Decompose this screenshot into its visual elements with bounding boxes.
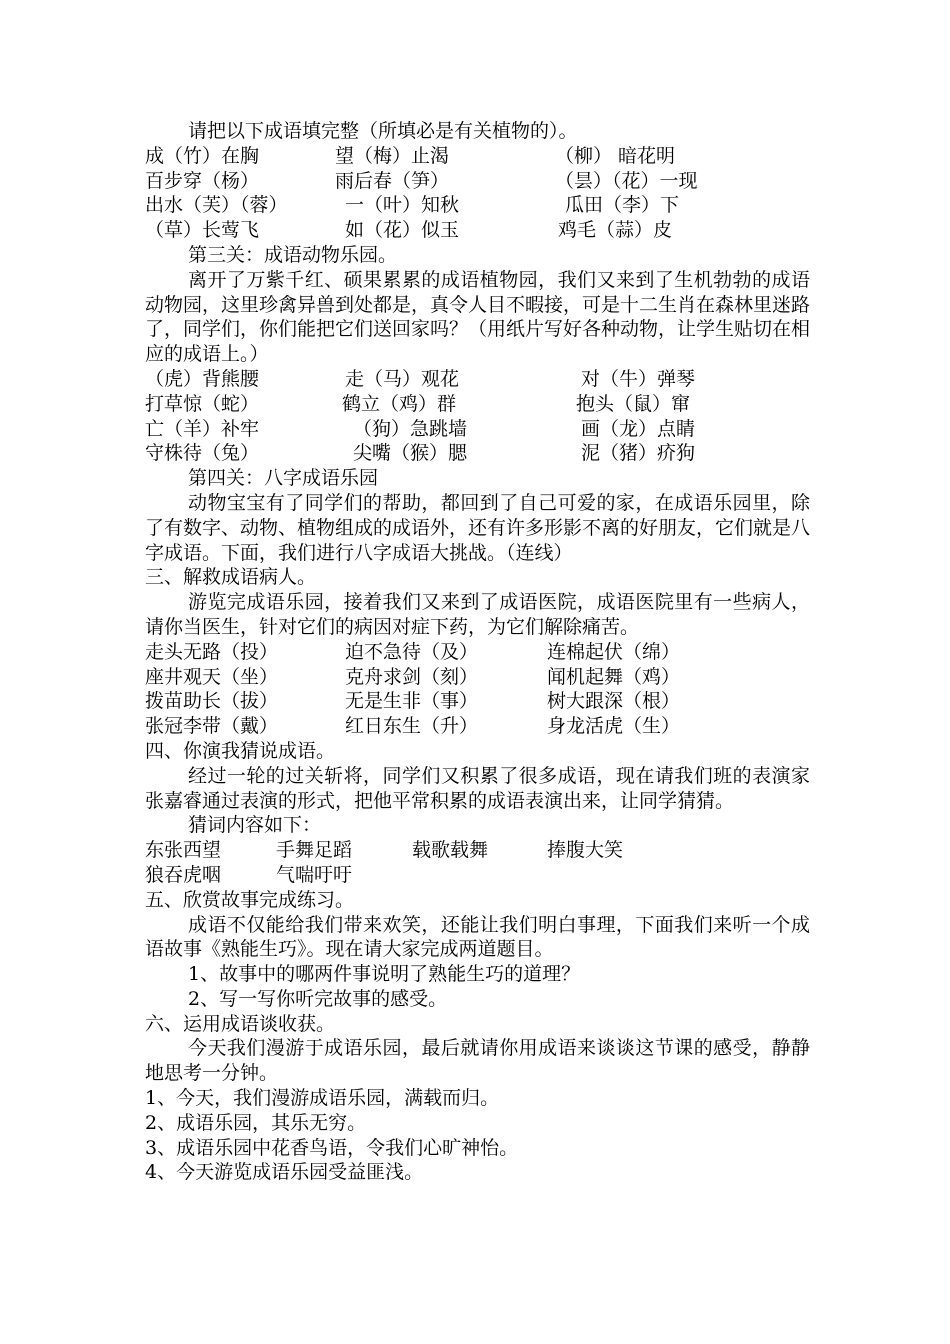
idiom-cell: 红日东生（升） bbox=[345, 715, 479, 738]
indented-line: 第三关：成语动物乐园。 bbox=[188, 243, 398, 266]
idiom-cell: 成（竹）在胸 bbox=[145, 144, 260, 167]
indented-line: 1、故事中的哪两件事说明了熟能生巧的道理？ bbox=[188, 963, 581, 986]
idiom-cell: 东张西望 bbox=[145, 839, 222, 862]
idiom-cell: 狼吞虎咽 bbox=[145, 863, 222, 886]
idiom-cell: （昙）（花）一现 bbox=[555, 169, 698, 192]
idiom-cell: （狗）急跳墙 bbox=[353, 417, 468, 440]
text-line: 4、今天游览成语乐园受益匪浅。 bbox=[145, 1161, 424, 1184]
idiom-cell: 画（龙）点睛 bbox=[581, 417, 696, 440]
idiom-row bbox=[145, 838, 810, 863]
text-line: 六、运用成语谈收获。 bbox=[145, 1012, 336, 1035]
idiom-row bbox=[145, 169, 810, 194]
idiom-cell: 如（花）似玉 bbox=[345, 219, 460, 242]
idiom-cell: 树大跟深（根） bbox=[547, 690, 681, 713]
idiom-cell: 百步穿（杨） bbox=[145, 169, 260, 192]
idiom-row bbox=[145, 441, 810, 466]
text-line: 四、你演我猜说成语。 bbox=[145, 739, 336, 762]
idiom-row bbox=[145, 714, 810, 739]
paragraph: 动物宝宝有了同学们的帮助，都回到了自己可爱的家，在成语乐园里，除了有数字、动物、植物组成的成语外，还有许多形影不离的好朋友，它们就是八字成语。下面，我们进行八字成语大挑战。（连线） bbox=[145, 491, 811, 564]
indented-line: 2、写一写你听完故事的感受。 bbox=[188, 987, 448, 1010]
idiom-row bbox=[145, 392, 810, 417]
idiom-cell: 鹤立（鸡）群 bbox=[342, 392, 457, 415]
document-body bbox=[145, 119, 810, 1185]
idiom-cell: 出水（芙）（蓉） bbox=[145, 194, 288, 217]
idiom-cell: 瓜田（李）下 bbox=[565, 194, 680, 217]
idiom-cell: 对（牛）弹琴 bbox=[581, 367, 696, 390]
idiom-row bbox=[145, 417, 810, 442]
idiom-row bbox=[145, 218, 810, 243]
idiom-row bbox=[145, 863, 810, 888]
idiom-cell: 捧腹大笑 bbox=[547, 839, 624, 862]
idiom-cell: （虎）背熊腰 bbox=[145, 367, 260, 390]
paragraph: 游览完成语乐园，接着我们又来到了成语医院，成语医院里有一些病人，请你当医生，针对它们的病因对症下药，为它们解除痛苦。 bbox=[145, 591, 810, 638]
idiom-cell: 走（马）观花 bbox=[345, 367, 460, 390]
text-line: 三、解救成语病人。 bbox=[145, 566, 317, 589]
idiom-cell: 雨后春（笋） bbox=[335, 169, 450, 192]
idiom-row bbox=[145, 640, 810, 665]
idiom-cell: 泥（猪）疥狗 bbox=[581, 442, 696, 465]
idiom-cell: （草）长莺飞 bbox=[145, 219, 260, 242]
indented-line: 请把以下成语填完整（所填必是有关植物的）。 bbox=[188, 120, 578, 142]
idiom-cell: 望（梅）止渴 bbox=[335, 144, 450, 167]
indented-line: 第四关：八字成语乐园 bbox=[188, 467, 379, 490]
idiom-row bbox=[145, 689, 810, 714]
idiom-cell: 鸡毛（蒜）皮 bbox=[558, 219, 673, 242]
text-line: 1、今天，我们漫游成语乐园，满载而归。 bbox=[145, 1087, 500, 1110]
idiom-cell: 亡（羊）补牢 bbox=[145, 417, 260, 440]
idiom-cell: （柳） 暗花明 bbox=[555, 144, 676, 167]
text-line: 3、成语乐园中花香鸟语，令我们心旷神怡。 bbox=[145, 1136, 519, 1159]
idiom-cell: 张冠李带（戴） bbox=[145, 715, 279, 738]
idiom-row bbox=[145, 665, 810, 690]
idiom-cell: 抱头（鼠）窜 bbox=[576, 392, 691, 415]
idiom-cell: 克舟求剑（刻） bbox=[345, 665, 479, 688]
idiom-cell: 身龙活虎（生） bbox=[547, 715, 681, 738]
idiom-cell: 座井观天（坐） bbox=[145, 665, 279, 688]
idiom-cell: 拨苗助长（拔） bbox=[145, 690, 279, 713]
idiom-cell: 闻机起舞（鸡） bbox=[547, 665, 681, 688]
idiom-cell: 一（叶）知秋 bbox=[345, 194, 460, 217]
idiom-row bbox=[145, 193, 810, 218]
idiom-cell: 尖嘴（猴）腮 bbox=[353, 442, 468, 465]
indented-line: 猜词内容如下： bbox=[188, 814, 322, 837]
idiom-cell: 迫不急待（及） bbox=[345, 640, 479, 663]
idiom-cell: 守株待（兔） bbox=[145, 442, 260, 465]
idiom-cell: 手舞足蹈 bbox=[276, 839, 353, 862]
idiom-cell: 连棉起伏（绵） bbox=[547, 640, 681, 663]
paragraph: 今天我们漫游于成语乐园，最后就请你用成语来谈谈这节课的感受，静静地思考一分钟。 bbox=[145, 1037, 810, 1085]
idiom-cell: 打草惊（蛇） bbox=[145, 392, 260, 415]
idiom-row bbox=[145, 367, 810, 392]
paragraph: 经过一轮的过关斩将，同学们又积累了很多成语，现在请我们班的表演家张嘉睿通过表演的形式，把他平常积累的成语表演出来，让同学猜猜。 bbox=[145, 764, 810, 812]
idiom-cell: 气喘吁吁 bbox=[276, 863, 353, 886]
text-line: 五、欣赏故事完成练习。 bbox=[145, 888, 355, 911]
paragraph: 离开了万紫千红、硕果累累的成语植物园，我们又来到了生机勃勃的成语动物园，这里珍禽异兽到处都是，真令人目不暇接，可是十二生肖在森林里迷路了，同学们，你们能把它们送回家吗？（用纸片写好各种动物，让学生贴切在相应的成语上。） bbox=[145, 268, 811, 366]
idiom-cell: 走头无路（投） bbox=[145, 640, 279, 663]
text-line: 2、成语乐园，其乐无穷。 bbox=[145, 1111, 367, 1134]
paragraph: 成语不仅能给我们带来欢笑，还能让我们明白事理，下面我们来听一个成语故事《熟能生巧》。现在请大家完成两道题目。 bbox=[145, 913, 810, 961]
idiom-cell: 载歌载舞 bbox=[412, 839, 489, 862]
idiom-cell: 无是生非（事） bbox=[345, 690, 479, 713]
idiom-row bbox=[145, 144, 810, 169]
